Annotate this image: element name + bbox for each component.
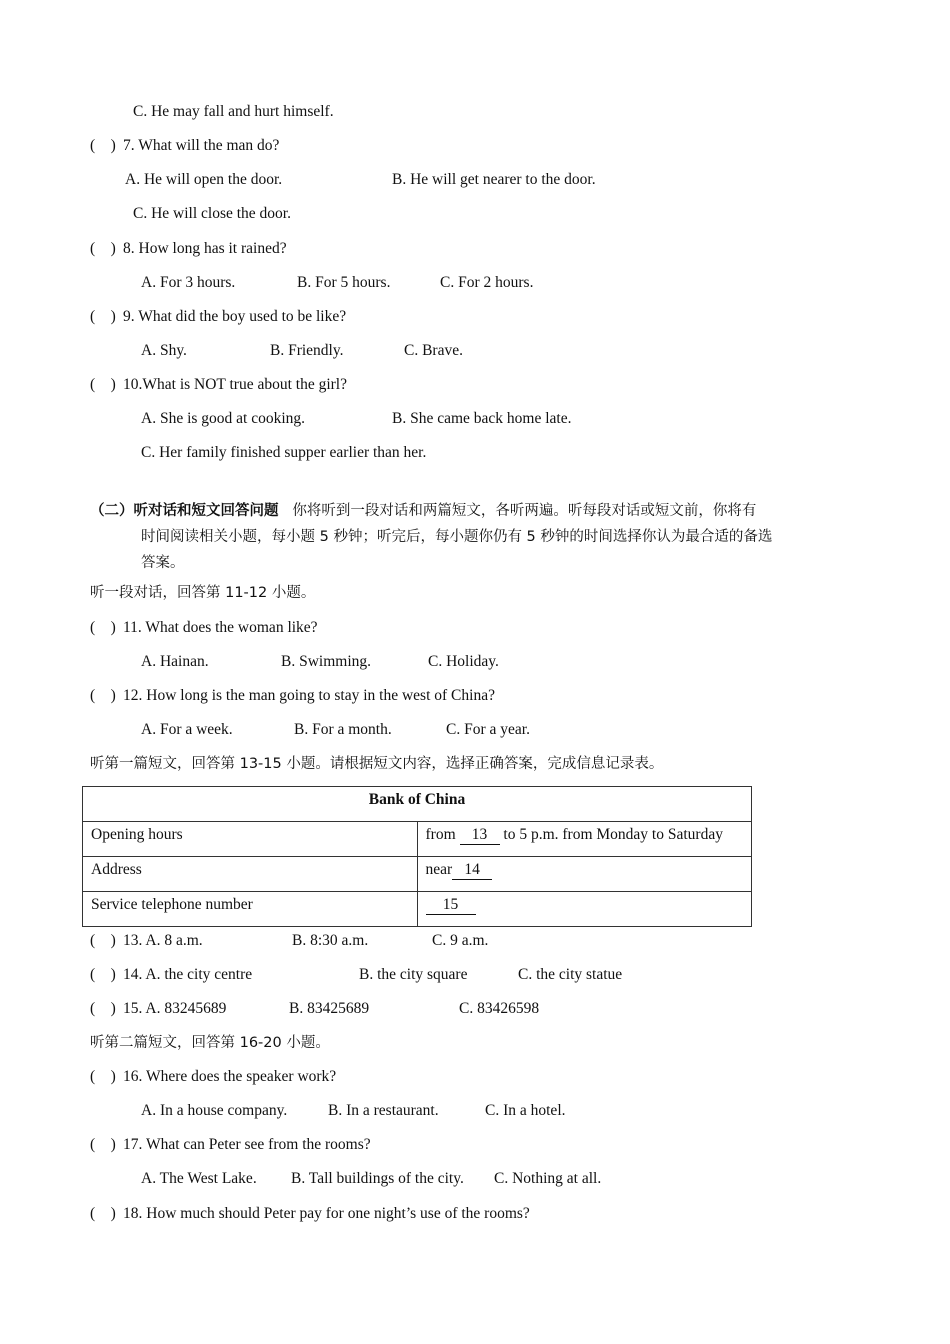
row-label-service-phone: Service telephone number	[83, 892, 418, 927]
q15-option-b: B. 83425689	[289, 1000, 370, 1017]
q15-option-c: C. 83426598	[459, 1000, 540, 1017]
bank-info-table	[82, 786, 752, 927]
passage-2-intro: 听第二篇短文，回答第 16-20 小题。	[90, 1035, 330, 1051]
q16-option-a: A. In a house company.	[141, 1102, 288, 1119]
q14-option-c: C. the city statue	[518, 966, 623, 983]
q10-option-a: A. She is good at cooking.	[141, 410, 306, 427]
q7-option-c: C. He will close the door.	[133, 205, 291, 222]
q11-option-b: B. Swimming.	[281, 653, 372, 670]
q13-answer-bracket[interactable]: ( )	[90, 932, 116, 949]
table-row	[83, 857, 752, 892]
q15-stem: 15. A. 83245689	[123, 1000, 227, 1017]
q11-option-a: A. Hainan.	[141, 653, 209, 670]
table-row	[83, 822, 752, 857]
passage-1-intro: 听第一篇短文，回答第 13-15 小题。请根据短文内容，选择正确答案，完成信息记录表。	[90, 756, 664, 772]
blank-13[interactable]: 13	[460, 826, 500, 845]
q12-answer-bracket[interactable]: ( )	[90, 687, 116, 704]
q17-option-a: A. The West Lake.	[141, 1170, 257, 1187]
section-2-instructions	[90, 501, 756, 521]
q8-stem: 8. How long has it rained?	[123, 240, 287, 257]
q17-option-c: C. Nothing at all.	[494, 1170, 602, 1187]
blank-15[interactable]: 15	[426, 896, 476, 915]
dialogue-intro: 听一段对话，回答第 11-12 小题。	[90, 585, 316, 601]
q14-stem: 14. A. the city centre	[123, 966, 253, 983]
q6-option-c: C. He may fall and hurt himself.	[133, 103, 334, 120]
row-label-address: Address	[83, 857, 418, 892]
blank-14[interactable]: 14	[452, 861, 492, 880]
q9-option-c: C. Brave.	[404, 342, 463, 359]
q14-answer-bracket[interactable]: ( )	[90, 966, 116, 983]
q7-option-a: A. He will open the door.	[125, 171, 283, 188]
table-title: Bank of China	[83, 787, 752, 822]
table-row	[83, 892, 752, 927]
section-2-line-3: 答案。	[141, 555, 185, 571]
q16-option-c: C. In a hotel.	[485, 1102, 566, 1119]
q9-option-a: A. Shy.	[141, 342, 187, 359]
q13-option-b: B. 8:30 a.m.	[292, 932, 369, 949]
q12-option-b: B. For a month.	[294, 721, 392, 738]
q7-option-b: B. He will get nearer to the door.	[392, 171, 596, 188]
q17-option-b: B. Tall buildings of the city.	[291, 1170, 464, 1187]
q7-answer-bracket[interactable]: ( )	[90, 137, 116, 154]
q8-option-b: B. For 5 hours.	[297, 274, 391, 291]
q13-option-c: C. 9 a.m.	[432, 932, 489, 949]
q10-stem: 10.What is NOT true about the girl?	[123, 376, 347, 393]
q14-option-b: B. the city square	[359, 966, 468, 983]
q16-stem: 16. Where does the speaker work?	[123, 1068, 337, 1085]
q12-option-a: A. For a week.	[141, 721, 233, 738]
q17-answer-bracket[interactable]: ( )	[90, 1136, 116, 1153]
section-2-line-2: 时间阅读相关小题，每小题 5 秒钟；听完后，每小题你仍有 5 秒钟的时间选择你认为最合适的备选	[141, 529, 773, 545]
q8-answer-bracket[interactable]: ( )	[90, 240, 116, 257]
q9-answer-bracket[interactable]: ( )	[90, 308, 116, 325]
q7-stem: 7. What will the man do?	[123, 137, 280, 154]
section-2-line-1: 你将听到一段对话和两篇短文，各听两遍。听每段对话或短文前，你将有	[292, 503, 757, 519]
q8-option-c: C. For 2 hours.	[440, 274, 534, 291]
row-value-service-phone	[417, 892, 752, 927]
q17-stem: 17. What can Peter see from the rooms?	[123, 1136, 371, 1153]
q10-option-b: B. She came back home late.	[392, 410, 572, 427]
q8-option-a: A. For 3 hours.	[141, 274, 236, 291]
q12-option-c: C. For a year.	[446, 721, 530, 738]
q9-stem: 9. What did the boy used to be like?	[123, 308, 347, 325]
row-value-address: near 14	[417, 857, 752, 892]
row-value-opening-hours: from 13 to 5 p.m. from Monday to Saturday	[417, 822, 752, 857]
q16-answer-bracket[interactable]: ( )	[90, 1068, 116, 1085]
q10-option-c: C. Her family finished supper earlier than her.	[141, 444, 427, 461]
section-2-title: （二）听对话和短文回答问题	[90, 503, 279, 519]
q11-stem: 11. What does the woman like?	[123, 619, 318, 636]
q18-answer-bracket[interactable]: ( )	[90, 1205, 116, 1222]
row-label-opening-hours: Opening hours	[83, 822, 418, 857]
q13-stem: 13. A. 8 a.m.	[123, 932, 203, 949]
q11-answer-bracket[interactable]: ( )	[90, 619, 116, 636]
q9-option-b: B. Friendly.	[270, 342, 344, 359]
q11-option-c: C. Holiday.	[428, 653, 499, 670]
q18-stem: 18. How much should Peter pay for one night’s use of the rooms?	[123, 1205, 530, 1222]
q10-answer-bracket[interactable]: ( )	[90, 376, 116, 393]
q15-answer-bracket[interactable]: ( )	[90, 1000, 116, 1017]
q16-option-b: B. In a restaurant.	[328, 1102, 439, 1119]
q12-stem: 12. How long is the man going to stay in the west of China?	[123, 687, 495, 704]
